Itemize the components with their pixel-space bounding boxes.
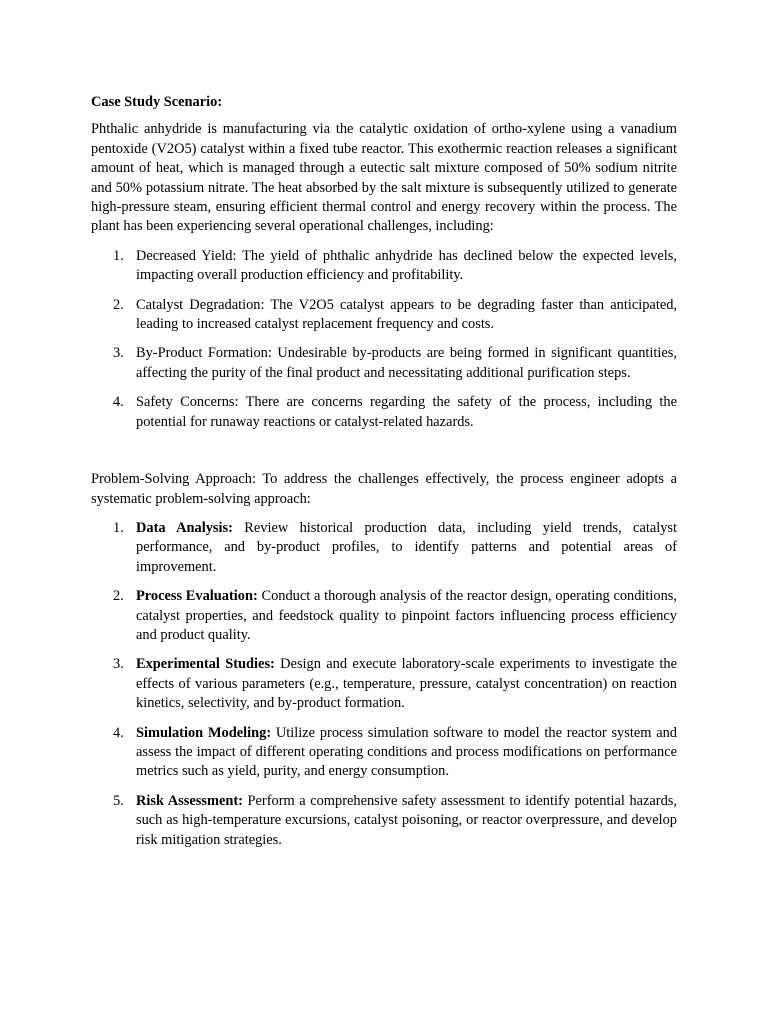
list-item — [91, 296, 677, 335]
approach-intro: Problem-Solving Approach: To address the challenges effectively, the process engineer adopts a systematic problem-solving approach: — [91, 471, 677, 507]
list-item-number: 3. — [113, 656, 124, 673]
approach-steps-list — [91, 519, 677, 850]
list-item-number: 2. — [113, 588, 124, 605]
list-item-text: Catalyst Degradation: The V2O5 catalyst appears to be degrading faster than anticipated, leading to increased catalyst replacement frequency and costs. — [136, 296, 677, 333]
list-item-number: 3. — [113, 345, 124, 362]
list-item-number: 2. — [113, 296, 124, 313]
list-item — [91, 587, 677, 645]
list-item — [91, 519, 677, 577]
step-text: Review historical production data, including yield trends, catalyst performance, and by-product profiles, to identify patterns and potential areas of improvement. — [136, 519, 678, 575]
step-title: Process Evaluation: — [136, 588, 258, 605]
list-item-text: Safety Concerns: There are concerns regarding the safety of the process, including the potential for runaway reactions or catalyst-related hazards. — [136, 394, 677, 430]
step-text: Perform a comprehensive safety assessment to identify potential hazards, such as high-temperature excursions, catalyst poisoning, or reactor overpressure, and develop risk mitigation strategies. — [136, 792, 677, 848]
step-title: Experimental Studies: — [136, 656, 275, 673]
step-text: Conduct a thorough analysis of the reactor design, operating conditions, catalyst properties, and feedstock quality to pinpoint factors influencing process efficiency and product quality. — [136, 588, 678, 643]
step-text: Utilize process simulation software to model the reactor system and assess the impact of different operating conditions and process modifications on performance metrics such as yield, purity, and energy consumption. — [136, 724, 677, 780]
section-spacer — [91, 442, 677, 470]
list-item — [91, 792, 677, 850]
document-page — [91, 93, 677, 860]
list-item-text: Decreased Yield: The yield of phthalic anhydride has declined below the expected levels, impacting overall production efficiency and profitability. — [136, 247, 677, 284]
list-item-number: 5. — [113, 792, 124, 809]
list-item-text: By-Product Formation: Undesirable by-products are being formed in significant quantities, affecting the purity of the final product and necessitating additional purification steps. — [136, 345, 677, 381]
list-item — [91, 393, 677, 432]
list-item-number: 1. — [113, 247, 124, 264]
step-title: Risk Assessment: — [136, 792, 243, 809]
challenges-list — [91, 247, 677, 432]
list-item — [91, 724, 677, 782]
list-item-number: 4. — [113, 724, 124, 741]
step-title: Simulation Modeling: — [136, 724, 272, 741]
case-study-intro: Phthalic anhydride is manufacturing via the catalytic oxidation of ortho-xylene using a vanadium pentoxide (V2O5) catalyst within a fixed tube reactor. This exothermic reaction releases a significant amount of heat, which is managed through a eutectic salt mixture composed of 50% sodium nitrite and 50% potassium nitrate. The heat absorbed by the salt mixture is subsequently utilized to generate high-pressure steam, ensuring efficient thermal control and energy recovery within the process. The plant has been experiencing several operational challenges, including: — [91, 121, 677, 235]
list-item-number: 1. — [113, 519, 124, 536]
step-title: Data Analysis: — [136, 519, 233, 536]
case-study-heading: Case Study Scenario: — [91, 94, 223, 110]
step-text: Design and execute laboratory-scale experiments to investigate the effects of various parameters (e.g., temperature, pressure, catalyst concentration) on reaction kinetics, selectivity, and by-product formation. — [136, 656, 677, 712]
list-item — [91, 655, 677, 713]
list-item-number: 4. — [113, 394, 124, 411]
list-item — [91, 344, 677, 383]
list-item — [91, 247, 677, 286]
